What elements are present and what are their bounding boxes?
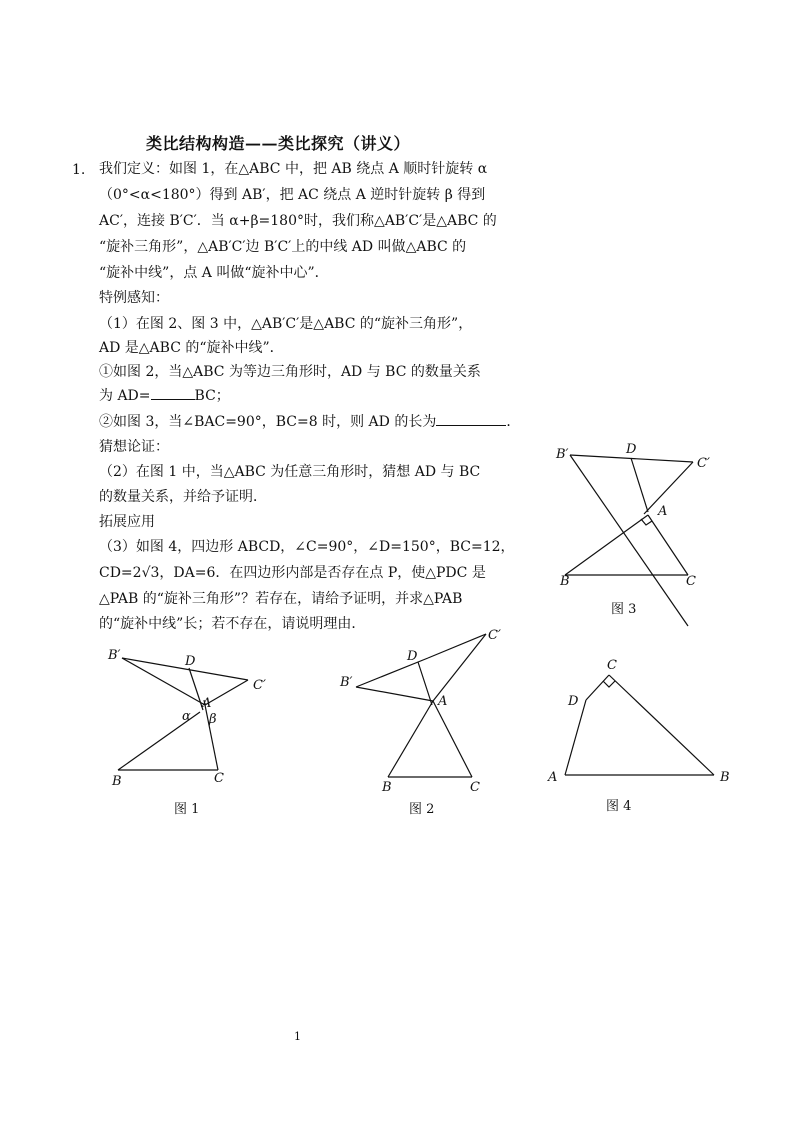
figure-1 [100, 640, 280, 790]
text-line: （0°<α<180°）得到 AB′，把 AC 绕点 A 逆时针旋转 β 得到 [99, 187, 486, 203]
label-b: B [382, 780, 392, 795]
label-beta: β [209, 712, 217, 727]
segment [609, 675, 714, 775]
segment [644, 462, 693, 514]
text-line: “旋补三角形”，△AB′C′边 B′C′上的中线 AD 叫做△ABC 的 [99, 239, 467, 255]
page-number: 1 [294, 1030, 301, 1043]
label-c: C [470, 780, 480, 795]
segment [648, 515, 688, 575]
label-b: B [112, 774, 122, 789]
label-c-prime: C′ [488, 628, 501, 643]
label-a: A [658, 504, 668, 519]
text-line: 的“旋补中线”长；若不存在，请说明理由． [99, 616, 366, 632]
text-line: （3）如图 4，四边形 ABCD，∠C=90°，∠D=150°，BC=12， [99, 539, 515, 555]
segment [565, 515, 648, 575]
label-c: C [686, 574, 696, 589]
segment [433, 634, 486, 701]
label-a: A [438, 694, 448, 709]
label-a: A [202, 696, 212, 711]
label-b: B [720, 770, 730, 785]
right-angle-mark [603, 681, 615, 687]
blank-suffix: ． [506, 414, 521, 430]
figure-3-caption: 图 3 [611, 602, 637, 617]
text-line: 拓展应用 [99, 514, 155, 530]
blank-prefix: ②如图 3，当∠BAC=90°，BC=8 时，则 AD 的长为 [99, 414, 437, 430]
label-c: C [607, 658, 617, 673]
segment [205, 680, 248, 705]
label-b-prime: B′ [340, 675, 353, 690]
answer-blank[interactable] [436, 411, 506, 426]
text-line: （1）在图 2、图 3 中，△AB′C′是△ABC 的“旋补三角形”， [99, 316, 473, 332]
label-a: A [548, 770, 558, 785]
segment [428, 634, 486, 658]
label-d: D [626, 442, 637, 457]
text-line: AC′，连接 B′C′．当 α+β=180°时，我们称△AB′C′是△ABC 的 [99, 213, 497, 229]
label-d: D [568, 694, 579, 709]
answer-blank[interactable] [151, 385, 195, 400]
figure-4 [540, 655, 740, 795]
text-line: ①如图 2，当△ABC 为等边三角形时，AD 与 BC 的数量关系 [99, 364, 481, 380]
figure-4-caption: 图 4 [606, 799, 632, 814]
figure-2 [330, 625, 520, 795]
label-c-prime: C′ [697, 456, 710, 471]
figure-2-caption: 图 2 [409, 802, 435, 817]
label-alpha: α [182, 709, 191, 724]
segment [433, 701, 472, 777]
label-b-prime: B′ [108, 648, 121, 663]
text-line: 我们定义：如图 1，在△ABC 中，把 AB 绕点 A 顺时针旋转 α [99, 161, 488, 177]
label-b: B [560, 574, 570, 589]
label-c: C [214, 771, 224, 786]
blank-suffix: BC； [194, 388, 230, 404]
text-line: AD 是△ABC 的“旋补中线”． [99, 340, 284, 356]
text-line: 的数量关系，并给予证明． [99, 489, 267, 505]
text-line: 猜想论证： [99, 439, 169, 455]
segment [565, 700, 586, 775]
segment [586, 675, 609, 700]
text-line: CD=2√3，DA=6．在四边形内部是否存在点 P，使△PDC 是 [99, 565, 486, 581]
label-d: D [185, 654, 196, 669]
text-line: “旋补中线”，点 A 叫做“旋补中心”． [99, 265, 329, 281]
right-angle-mark [641, 519, 652, 525]
segment [388, 701, 433, 777]
figure-3 [540, 435, 740, 595]
segment [189, 668, 203, 710]
fill-blank-line [99, 411, 520, 433]
text-line: 特例感知： [99, 290, 169, 306]
blank-prefix: 为 AD= [99, 388, 151, 404]
fill-blank-line [99, 385, 230, 407]
label-d: D [407, 649, 418, 664]
figure-1-caption: 图 1 [174, 802, 200, 817]
question-number: 1. [72, 162, 86, 178]
label-b-prime: B′ [556, 447, 569, 462]
segment [356, 687, 433, 701]
segment [631, 458, 648, 512]
text-line: （2）在图 1 中，当△ABC 为任意三角形时，猜想 AD 与 BC [99, 464, 481, 480]
page-title: 类比结构构造——类比探究（讲义） [146, 134, 411, 153]
label-c-prime: C′ [253, 678, 266, 693]
text-line: △PAB 的“旋补三角形”？若存在，请给予证明，并求△PAB [99, 591, 463, 607]
